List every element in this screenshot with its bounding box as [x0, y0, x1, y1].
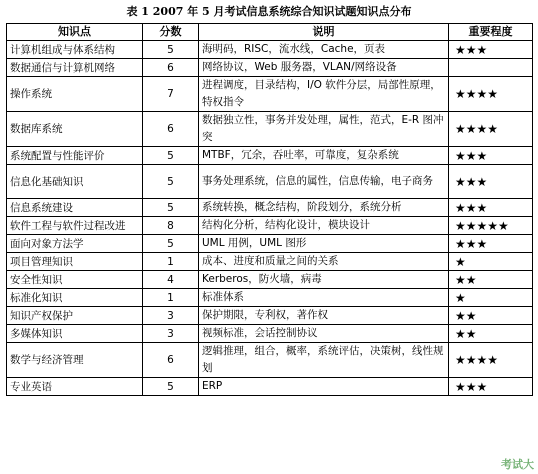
table-row	[7, 343, 533, 378]
topic-cell: 数据库系统	[7, 112, 143, 147]
table-row	[7, 41, 533, 59]
topic-cell: 软件工程与软件过程改进	[7, 217, 143, 235]
topic-cell: 计算机组成与体系结构	[7, 41, 143, 59]
header-description: 说明	[199, 24, 449, 41]
importance-stars: ★★★	[449, 378, 533, 396]
topic-cell: 操作系统	[7, 77, 143, 112]
score-cell: 1	[143, 253, 199, 271]
description-cell: UML 用例，UML 图形	[199, 235, 449, 253]
importance-stars: ★★	[449, 307, 533, 325]
score-cell: 4	[143, 271, 199, 289]
topic-cell: 安全性知识	[7, 271, 143, 289]
description-cell: 网络协议，Web 服务器，VLAN/网络设备	[199, 59, 449, 77]
importance-stars: ★★★★★	[449, 217, 533, 235]
score-cell: 5	[143, 235, 199, 253]
header-score: 分数	[143, 24, 199, 41]
topic-cell: 数据通信与计算机网络	[7, 59, 143, 77]
table-row	[7, 112, 533, 147]
score-cell: 5	[143, 147, 199, 165]
description-cell: 进程调度，目录结构，I/O 软件分层，局部性原理，特权指令	[199, 77, 449, 112]
description-cell: ERP	[199, 378, 449, 396]
importance-stars: ★	[449, 253, 533, 271]
table-row	[7, 289, 533, 307]
topic-cell: 面向对象方法学	[7, 235, 143, 253]
table-row	[7, 307, 533, 325]
importance-stars: ★★★★	[449, 343, 533, 378]
score-cell: 5	[143, 165, 199, 199]
description-cell: Kerberos，防火墙，病毒	[199, 271, 449, 289]
importance-stars: ★★	[449, 325, 533, 343]
score-cell: 6	[143, 112, 199, 147]
importance-stars: ★★★	[449, 147, 533, 165]
table-row	[7, 271, 533, 289]
description-cell: 事务处理系统，信息的属性，信息传输，电子商务	[199, 165, 449, 199]
topic-cell: 标准化知识	[7, 289, 143, 307]
table-row	[7, 77, 533, 112]
description-cell: 系统转换，概念结构，阶段划分，系统分析	[199, 199, 449, 217]
description-cell: 逻辑推理，组合，概率，系统评估，决策树，线性规划	[199, 343, 449, 378]
score-cell: 6	[143, 343, 199, 378]
topic-cell: 数学与经济管理	[7, 343, 143, 378]
importance-stars: ★★★	[449, 199, 533, 217]
watermark-logo: 考试大	[501, 458, 534, 471]
importance-stars: ★★	[449, 271, 533, 289]
description-cell: 成本、进度和质量之间的关系	[199, 253, 449, 271]
topic-cell: 信息系统建设	[7, 199, 143, 217]
score-cell: 6	[143, 59, 199, 77]
importance-stars	[449, 59, 533, 77]
topic-cell: 知识产权保护	[7, 307, 143, 325]
table-row	[7, 378, 533, 396]
topic-cell: 系统配置与性能评价	[7, 147, 143, 165]
header-row	[7, 24, 533, 41]
score-cell: 3	[143, 325, 199, 343]
header-topic: 知识点	[7, 24, 143, 41]
importance-stars: ★★★	[449, 165, 533, 199]
table-row	[7, 325, 533, 343]
importance-stars: ★	[449, 289, 533, 307]
table-row	[7, 199, 533, 217]
description-cell: 标准体系	[199, 289, 449, 307]
table-row	[7, 147, 533, 165]
table-row	[7, 59, 533, 77]
topic-cell: 专业英语	[7, 378, 143, 396]
description-cell: 保护期限，专利权，著作权	[199, 307, 449, 325]
table-caption: 表 1 2007 年 5 月考试信息系统综合知识试题知识点分布	[126, 5, 412, 18]
table-row	[7, 235, 533, 253]
score-cell: 7	[143, 77, 199, 112]
topic-cell: 多媒体知识	[7, 325, 143, 343]
score-cell: 3	[143, 307, 199, 325]
description-cell: MTBF，冗余，吞吐率，可靠度，复杂系统	[199, 147, 449, 165]
description-cell: 海明码，RISC，流水线，Cache，页表	[199, 41, 449, 59]
table-row	[7, 217, 533, 235]
header-importance: 重要程度	[449, 24, 533, 41]
knowledge-point-table	[6, 23, 533, 396]
score-cell: 5	[143, 378, 199, 396]
topic-cell: 信息化基础知识	[7, 165, 143, 199]
table-row	[7, 165, 533, 199]
topic-cell: 项目管理知识	[7, 253, 143, 271]
score-cell: 1	[143, 289, 199, 307]
description-cell: 结构化分析，结构化设计，模块设计	[199, 217, 449, 235]
description-cell: 视频标准，会话控制协议	[199, 325, 449, 343]
score-cell: 5	[143, 41, 199, 59]
importance-stars: ★★★	[449, 235, 533, 253]
score-cell: 5	[143, 199, 199, 217]
importance-stars: ★★★★	[449, 77, 533, 112]
table-row	[7, 253, 533, 271]
score-cell: 8	[143, 217, 199, 235]
importance-stars: ★★★	[449, 41, 533, 59]
description-cell: 数据独立性，事务并发处理，属性，范式，E-R 图冲突	[199, 112, 449, 147]
importance-stars: ★★★★	[449, 112, 533, 147]
